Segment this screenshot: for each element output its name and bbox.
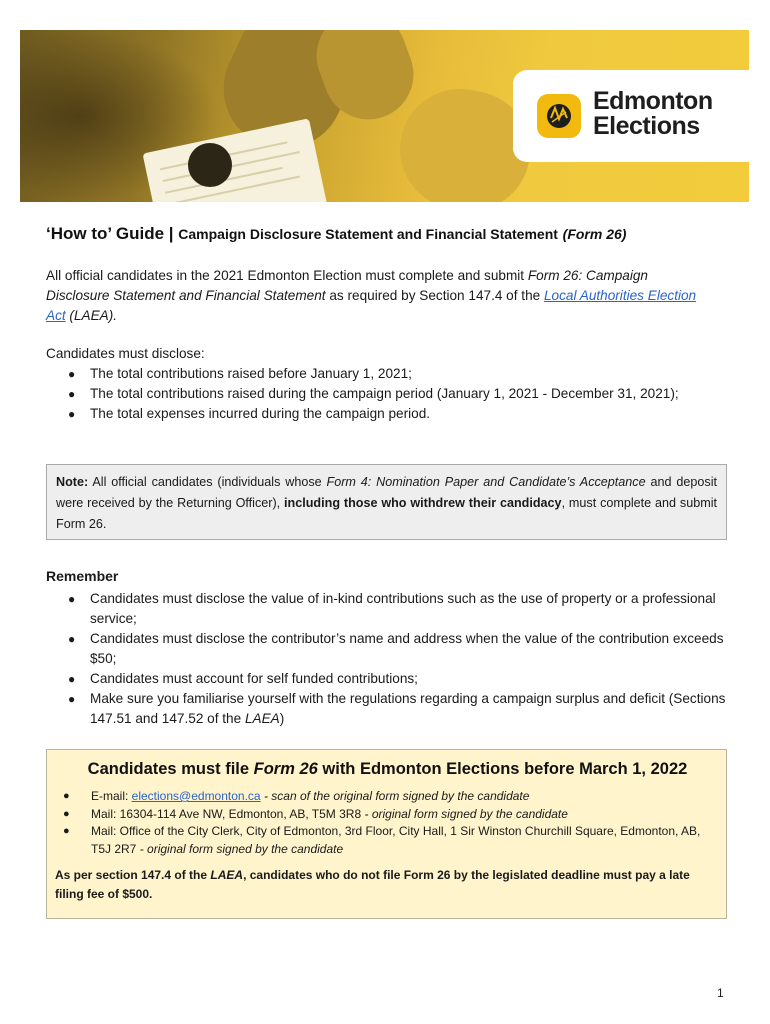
fee-laea: LAEA (210, 868, 244, 882)
note-label: Note: (56, 475, 89, 489)
email-link[interactable]: elections@edmonton.ca (131, 789, 261, 803)
list-item-text: Candidates must disclose the value of in-kind contributions such as the use of property or a professional service; (90, 591, 716, 626)
bullet-icon: ● (63, 825, 70, 837)
list-item (68, 589, 728, 629)
deadline-heading-1: Candidates must file (87, 760, 254, 778)
intro-paragraph (46, 266, 706, 326)
remember-heading: Remember (46, 568, 119, 584)
note-text-2: and deposit were received by the Returning Officer), (56, 475, 717, 510)
remember-list (68, 589, 728, 729)
email-note: - scan of the original form signed by the candidate (260, 789, 530, 803)
mail-note-1: - original form signed by the candidate (361, 806, 568, 821)
list-item (68, 404, 728, 424)
list-item (68, 364, 728, 384)
fee-text-2: , candidates who do not file Form 26 by the legislated deadline must pay a late filing fee of $500. (55, 868, 690, 901)
list-item (68, 629, 728, 669)
list-item-text-end: ) (279, 711, 285, 726)
disclose-list (68, 364, 728, 424)
list-item-text: Make sure you familiarise yourself with the regulations regarding a campaign surplus and deficit (Sections 147.51 and 147.52 of the (90, 691, 726, 726)
late-fee-notice (55, 866, 715, 904)
intro-form-name: Form 26: Campaign Disclosure Statement and Financial Statement (46, 268, 648, 303)
laea-abbrev: LAEA (244, 711, 280, 726)
title-form: (Form 26) (562, 226, 627, 242)
note-box (46, 464, 727, 540)
logo-line1: Edmonton (593, 87, 713, 115)
bullet-icon: ● (63, 790, 70, 802)
list-item (68, 669, 728, 689)
note-form-name: Form 4: Nomination Paper and Candidate’s Acceptance (326, 475, 646, 489)
deadline-heading-2: with Edmonton Elections before March 1, 2022 (317, 760, 688, 778)
filing-methods-list (63, 788, 713, 858)
deadline-heading-form: Form 26 (253, 760, 318, 778)
deadline-heading (47, 760, 728, 779)
list-item (68, 384, 728, 404)
mail-address-2: Mail: Office of the City Clerk, City of Edmonton, 3rd Floor, City Hall, 1 Sir Winston Churchill Square, Edmonton, AB, T5J 2R7 (91, 824, 701, 856)
list-item-text: The total expenses incurred during the campaign period. (90, 406, 431, 421)
list-item (63, 788, 713, 806)
mail-note-2: - original form signed by the candidate (136, 841, 344, 856)
intro-text-2: as required by Section 147.4 of the (325, 288, 544, 303)
bullet-icon: ● (68, 407, 76, 421)
note-text-3: , must complete and submit Form 26. (56, 496, 718, 531)
header-banner-image (20, 30, 749, 202)
list-item-text: Candidates must account for self funded contributions; (90, 671, 418, 686)
bullet-icon: ● (68, 592, 76, 606)
edmonton-elections-logo-icon (537, 94, 581, 138)
note-bold-text: including those who withdrew their candidacy (284, 496, 562, 510)
logo-card (513, 70, 749, 162)
logo-wordmark (593, 89, 743, 139)
page-title (46, 224, 746, 244)
logo-line2: Elections (593, 112, 700, 140)
list-item (68, 689, 728, 729)
intro-text-3: (LAEA). (65, 308, 118, 323)
bullet-icon: ● (68, 632, 76, 646)
disclose-heading: Candidates must disclose: (46, 346, 205, 361)
bullet-icon: ● (63, 807, 70, 820)
bullet-icon: ● (68, 387, 76, 401)
laea-link[interactable]: Local Authorities Election Act (46, 288, 697, 323)
bullet-icon: ● (68, 367, 76, 381)
list-item (63, 823, 713, 858)
list-item (63, 806, 713, 824)
filing-deadline-box (46, 749, 727, 919)
list-item-text: The total contributions raised during the campaign period (January 1, 2021 - December 31, 2021); (90, 386, 679, 401)
title-sub: Campaign Disclosure Statement and Financial Statement (178, 226, 558, 242)
page-number: 1 (717, 986, 724, 1000)
note-text-1: All official candidates (individuals whose (88, 475, 327, 489)
email-label: E-mail: (91, 789, 132, 803)
mail-address-1: Mail: 16304-114 Ave NW, Edmonton, AB, T5M 3R8 (91, 806, 362, 821)
fee-text-1: As per section 147.4 of the (55, 868, 211, 882)
bullet-icon: ● (68, 672, 76, 686)
intro-text-1: All official candidates in the 2021 Edmonton Election must complete and submit (46, 268, 528, 283)
title-main: ‘How to’ Guide | (46, 224, 179, 243)
list-item-text: Candidates must disclose the contributor’s name and address when the value of the contribution exceeds $50; (90, 631, 724, 666)
bullet-icon: ● (68, 692, 76, 706)
list-item-text: The total contributions raised before January 1, 2021; (90, 366, 412, 381)
